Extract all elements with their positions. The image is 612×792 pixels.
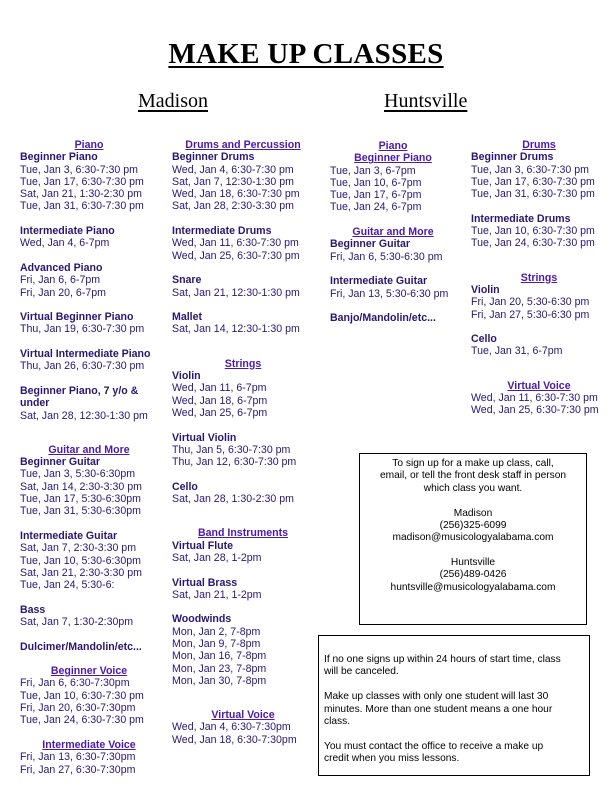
schedule-line: Sat, Jan 21, 12:30-1:30 pm [172, 286, 300, 299]
notice-line: class. [324, 715, 351, 727]
huntsville-column-2 [471, 139, 607, 417]
schedule-line: Wed, Jan 25, 6:30-7:30 pm [471, 404, 599, 417]
schedule-line: Sat, Jan 14, 12:30-1:30 pm [172, 323, 300, 336]
signup-intro-line: To sign up for a make up class, call, [392, 458, 554, 469]
schedule-line: Tue, Jan 10, 5:30-6:30pm [20, 554, 141, 567]
schedule-line: Tue, Jan 3, 6:30-7:30 pm [20, 163, 138, 176]
schedule-line: Tue, Jan 17, 6:30-7:30 pm [20, 175, 144, 188]
madison-location-heading: Madison [138, 90, 208, 112]
section-heading-strings: Strings [520, 271, 558, 284]
signup-intro-line: email, or tell the front desk staff in person [379, 470, 567, 482]
schedule-line: Thu, Jan 12, 6:30-7:30 pm [172, 456, 297, 469]
section-heading-guitar: Guitar and More [352, 226, 434, 239]
schedule-line: Wed, Jan 25, 6-7pm [172, 406, 268, 419]
schedule-line: Wed, Jan 18, 6:30-7:30pm [172, 733, 297, 746]
schedule-line: Fri, Jan 6, 6:30-7:30pm [20, 677, 130, 690]
notice-line: will be canceled. [324, 666, 399, 678]
section-heading-virtual-voice: Virtual Voice [211, 709, 275, 722]
schedule-line: Mon, Jan 2, 7-8pm [172, 625, 261, 638]
signup-info-box [359, 453, 587, 625]
section-heading-piano: Piano [74, 139, 104, 151]
huntsville-column-1 [330, 140, 456, 324]
schedule-line: Sat, Jan 28, 1-2pm [172, 551, 262, 564]
section-heading-virtual-voice: Virtual Voice [507, 379, 571, 392]
class-title: Virtual Intermediate Piano [20, 348, 151, 361]
schedule-line: Sat, Jan 28, 1:30-2:30 pm [172, 493, 294, 506]
schedule-line: Tue, Jan 10, 6-7pm [330, 176, 422, 189]
class-title: Banjo/Mandolin/etc... [330, 312, 436, 325]
schedule-line: Tue, Jan 3, 6:30-7:30 pm [471, 163, 589, 176]
schedule-line: Tue, Jan 10, 6:30-7:30 pm [20, 689, 144, 702]
contact-location-name: Madison [453, 507, 493, 519]
schedule-line: Fri, Jan 6, 5:30-6:30 pm [330, 250, 443, 263]
schedule-line: Fri, Jan 20, 5:30-6:30 pm [471, 296, 590, 309]
class-title: Beginner Drums [471, 151, 554, 164]
schedule-line: Sat, Jan 7, 12:30-1:30 pm [172, 175, 294, 188]
class-title: under [20, 397, 50, 410]
schedule-line: Wed, Jan 25, 6:30-7:30 pm [172, 249, 300, 262]
schedule-line: Fri, Jan 20, 6-7pm [20, 286, 106, 299]
class-title: Virtual Flute [172, 539, 234, 552]
notice-line: If no one signs up within 24 hours of start time, class [324, 654, 561, 665]
schedule-line: Thu, Jan 5, 6:30-7:30 pm [172, 443, 291, 456]
schedule-line: Thu, Jan 19, 6:30-7:30 pm [20, 323, 145, 336]
schedule-line: Wed, Jan 18, 6:30-7:30 pm [172, 188, 300, 201]
contact-email: huntsville@musicologyalabama.com [390, 581, 556, 593]
schedule-line: Tue, Jan 24, 5:30-6: [20, 579, 115, 592]
schedule-line: Tue, Jan 17, 6-7pm [330, 189, 422, 202]
huntsville-location-heading: Huntsville [384, 90, 468, 112]
class-title: Virtual Violin [172, 431, 237, 444]
page-title: MAKE UP CLASSES [168, 38, 444, 70]
schedule-line: Tue, Jan 24, 6-7pm [330, 201, 422, 214]
signup-intro-line: which class you want. [423, 482, 523, 494]
schedule-line: Tue, Jan 17, 5:30-6:30pm [20, 493, 141, 506]
section-heading-drums: Drums [522, 139, 556, 151]
schedule-line: Wed, Jan 4, 6-7pm [20, 237, 110, 250]
schedule-line: Fri, Jan 13, 6:30-7:30pm [20, 751, 136, 764]
section-heading-drums: Drums and Percussion [185, 139, 301, 151]
class-title: Virtual Beginner Piano [20, 311, 134, 324]
section-heading-strings: Strings [224, 357, 262, 370]
class-title: Beginner Guitar [20, 456, 101, 469]
class-title: Beginner Guitar [330, 238, 411, 251]
notice-line: minutes. More than one student means a one hour [324, 703, 553, 715]
schedule-line: Tue, Jan 24, 6:30-7:30 pm [471, 237, 595, 250]
class-title: Mallet [172, 311, 203, 324]
class-title: Beginner Drums [172, 151, 255, 164]
schedule-line: Tue, Jan 3, 6-7pm [330, 164, 416, 177]
section-heading-intermediate-voice: Intermediate Voice [42, 738, 136, 751]
class-title: Violin [471, 283, 500, 296]
notice-line: You must contact the office to receive a make up [324, 740, 544, 752]
class-title: Virtual Brass [172, 576, 238, 589]
schedule-line: Tue, Jan 31, 6-7pm [471, 345, 563, 358]
schedule-line: Tue, Jan 24, 6:30-7:30 pm [20, 714, 144, 727]
schedule-line: Fri, Jan 20, 6:30-7:30pm [20, 702, 136, 715]
notice-line: credit when you miss lessons. [324, 753, 460, 765]
contact-phone: (256)489-0426 [439, 569, 507, 581]
schedule-line: Sat, Jan 14, 2:30-3:30 pm [20, 480, 142, 493]
contact-phone: (256)325-6099 [439, 519, 507, 531]
class-title: Beginner Piano [20, 151, 98, 164]
class-title: Woodwinds [172, 613, 232, 626]
schedule-line: Tue, Jan 31, 6:30-7:30 pm [471, 188, 595, 201]
schedule-line: Wed, Jan 11, 6-7pm [172, 382, 267, 395]
notice-line: Make up classes with only one student will last 30 [324, 691, 549, 703]
class-title: Beginner Piano, 7 y/o & [20, 384, 139, 397]
class-title: Intermediate Drums [471, 212, 571, 225]
schedule-line: Sat, Jan 21, 2:30-3:30 pm [20, 566, 142, 579]
policy-notice-box [318, 635, 590, 776]
class-title: Intermediate Drums [172, 225, 272, 238]
schedule-line: Tue, Jan 3, 5:30-6:30pm [20, 468, 136, 481]
schedule-line: Fri, Jan 27, 5:30-6:30 pm [471, 308, 590, 321]
madison-column-2 [172, 139, 314, 746]
contact-location-name: Huntsville [450, 557, 496, 569]
class-title: Cello [172, 480, 198, 493]
schedule-line: Mon, Jan 23, 7-8pm [172, 662, 267, 675]
schedule-line: Tue, Jan 31, 5:30-6:30pm [20, 505, 141, 518]
schedule-line: Wed, Jan 4, 6:30-7:30pm [172, 721, 291, 734]
schedule-line: Tue, Jan 10, 6:30-7:30 pm [471, 225, 595, 238]
class-title: Cello [471, 333, 497, 346]
schedule-line: Wed, Jan 11, 6:30-7:30 pm [172, 237, 299, 250]
schedule-line: Wed, Jan 11, 6:30-7:30 pm [471, 392, 598, 405]
schedule-line: Sat, Jan 28, 2:30-3:30 pm [172, 200, 294, 213]
schedule-line: Sat, Jan 7, 2:30-3:30 pm [20, 542, 137, 555]
class-title: Dulcimer/Mandolin/etc... [20, 640, 142, 653]
class-title: Bass [20, 603, 46, 616]
class-title: Intermediate Piano [20, 225, 115, 238]
schedule-line: Tue, Jan 17, 6:30-7:30 pm [471, 175, 595, 188]
schedule-line: Mon, Jan 30, 7-8pm [172, 674, 267, 687]
schedule-line: Fri, Jan 27, 6:30-7:30pm [20, 763, 136, 776]
schedule-line: Thu, Jan 26, 6:30-7:30 pm [20, 360, 145, 373]
madison-column-1 [20, 139, 158, 776]
class-title: Advanced Piano [20, 261, 103, 274]
schedule-line: Sat, Jan 7, 1:30-2:30pm [20, 615, 134, 628]
schedule-line: Tue, Jan 31, 6:30-7:30 pm [20, 200, 144, 213]
section-heading-guitar: Guitar and More [48, 443, 130, 456]
schedule-line: Sat, Jan 21, 1-2pm [172, 588, 262, 601]
schedule-line: Fri, Jan 6, 6-7pm [20, 274, 101, 287]
schedule-line: Wed, Jan 18, 6-7pm [172, 394, 268, 407]
class-title: Intermediate Guitar [20, 529, 118, 542]
schedule-line: Fri, Jan 13, 5:30-6:30 pm [330, 287, 449, 300]
class-title: Snare [172, 274, 202, 287]
schedule-line: Sat, Jan 28, 12:30-1:30 pm [20, 409, 148, 422]
class-title: Beginner Piano [354, 152, 432, 165]
section-heading-piano: Piano [378, 140, 408, 152]
schedule-line: Sat, Jan 21, 1:30-2:30 pm [20, 188, 142, 201]
section-heading-band: Band Instruments [197, 527, 289, 540]
schedule-line: Mon, Jan 9, 7-8pm [172, 637, 261, 650]
contact-email: madison@musicologyalabama.com [392, 532, 554, 544]
schedule-line: Wed, Jan 4, 6:30-7:30 pm [172, 163, 294, 176]
class-title: Violin [172, 370, 201, 383]
class-title: Intermediate Guitar [330, 275, 428, 288]
section-heading-beginner-voice: Beginner Voice [50, 665, 128, 678]
schedule-line: Mon, Jan 16, 7-8pm [172, 650, 267, 663]
